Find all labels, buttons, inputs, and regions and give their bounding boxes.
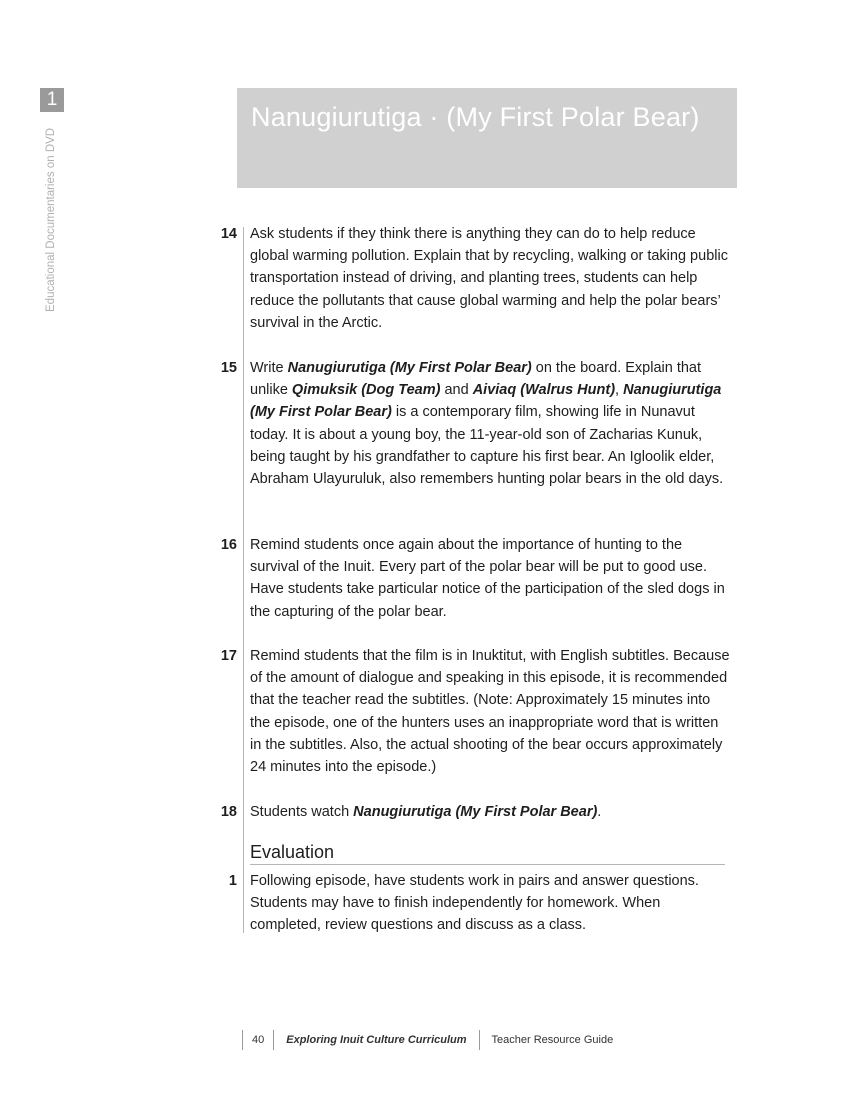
step-number: 16 bbox=[220, 537, 237, 553]
footer-title: Exploring Inuit Culture Curriculum bbox=[286, 1034, 467, 1046]
step-number: 1 bbox=[228, 873, 237, 889]
step-text: Students watch Nanugiurutiga (My First Polar Bear). bbox=[250, 804, 602, 820]
evaluation-step-1 bbox=[200, 870, 730, 937]
page-footer bbox=[242, 1030, 625, 1050]
page-number: 40 bbox=[252, 1034, 265, 1046]
evaluation-heading: Evaluation bbox=[250, 842, 725, 865]
page-title: Nanugiurutiga · (My First Polar Bear) bbox=[251, 102, 700, 132]
step-number: 15 bbox=[220, 360, 237, 376]
step-text: Ask students if they think there is anything they can do to help reduce global warming pollution. Explain that by recycling, walking or taking public transportation instead of driving, and planting trees, students can help reduce the pollutants that cause global warming and help the polar bears’ survival in the Arctic. bbox=[250, 226, 728, 331]
step-text: Remind students that the film is in Inuktitut, with English subtitles. Because of the amount of dialogue and speaking in this episode, it is recommended that the teacher read the subtitles. (Note: Approximately 15 minutes into the episode, one of the hunters uses an inappropriate word that is written in the subtitles. Also, the actual shooting of the bear occurs approximately 24 minutes into the episode.) bbox=[250, 648, 730, 776]
film-title: Aiviaq (Walrus Hunt) bbox=[472, 382, 616, 399]
side-section-label-wrap bbox=[45, 124, 61, 324]
step-text: Remind students once again about the importance of hunting to the survival of the Inuit. Every part of the polar bear will be put to good use. Have students take particular notice of the participation of the sled dogs in the capturing of the polar bear. bbox=[250, 537, 725, 620]
title-banner bbox=[237, 88, 737, 188]
step-16 bbox=[200, 534, 730, 623]
step-17 bbox=[200, 645, 730, 778]
step-14 bbox=[200, 223, 730, 334]
film-title: Qimuksik (Dog Team) bbox=[291, 382, 441, 399]
step-18 bbox=[200, 801, 730, 823]
film-title: Nanugiurutiga (My First Polar Bear) bbox=[287, 360, 532, 376]
film-title: Nanugiurutiga (My First Polar Bear) bbox=[353, 804, 598, 820]
step-text: Following episode, have students work in pairs and answer questions. Students may have to finish independently for homework. When completed, review questions and discuss as a class. bbox=[250, 873, 699, 934]
step-number: 18 bbox=[220, 804, 237, 820]
footer-guide: Teacher Resource Guide bbox=[491, 1034, 614, 1046]
step-15 bbox=[200, 357, 730, 490]
side-section-label: Educational Documentaries on DVD bbox=[45, 127, 57, 312]
step-number: 17 bbox=[220, 648, 237, 664]
chapter-number: 1 bbox=[40, 88, 64, 112]
film-title: Nanugiurutiga (My First Polar Bear) bbox=[250, 382, 722, 421]
step-number: 14 bbox=[220, 226, 237, 242]
step-text: Write Nanugiurutiga (My First Polar Bear) on the board. Explain that unlike Qimuksik (Dog Team) and Aiviaq (Walrus Hunt), Nanugiurutiga (My First Polar Bear) is a contemporary film, showing life in Nunavut today. It is about a young boy, the 11-year-old son of Zacharias Kunuk, being taught by his grandfather to capture his first bear. An Igloolik elder, Abraham Ulayuruluk, also remembers hunting polar bears in the old days. bbox=[250, 360, 724, 488]
